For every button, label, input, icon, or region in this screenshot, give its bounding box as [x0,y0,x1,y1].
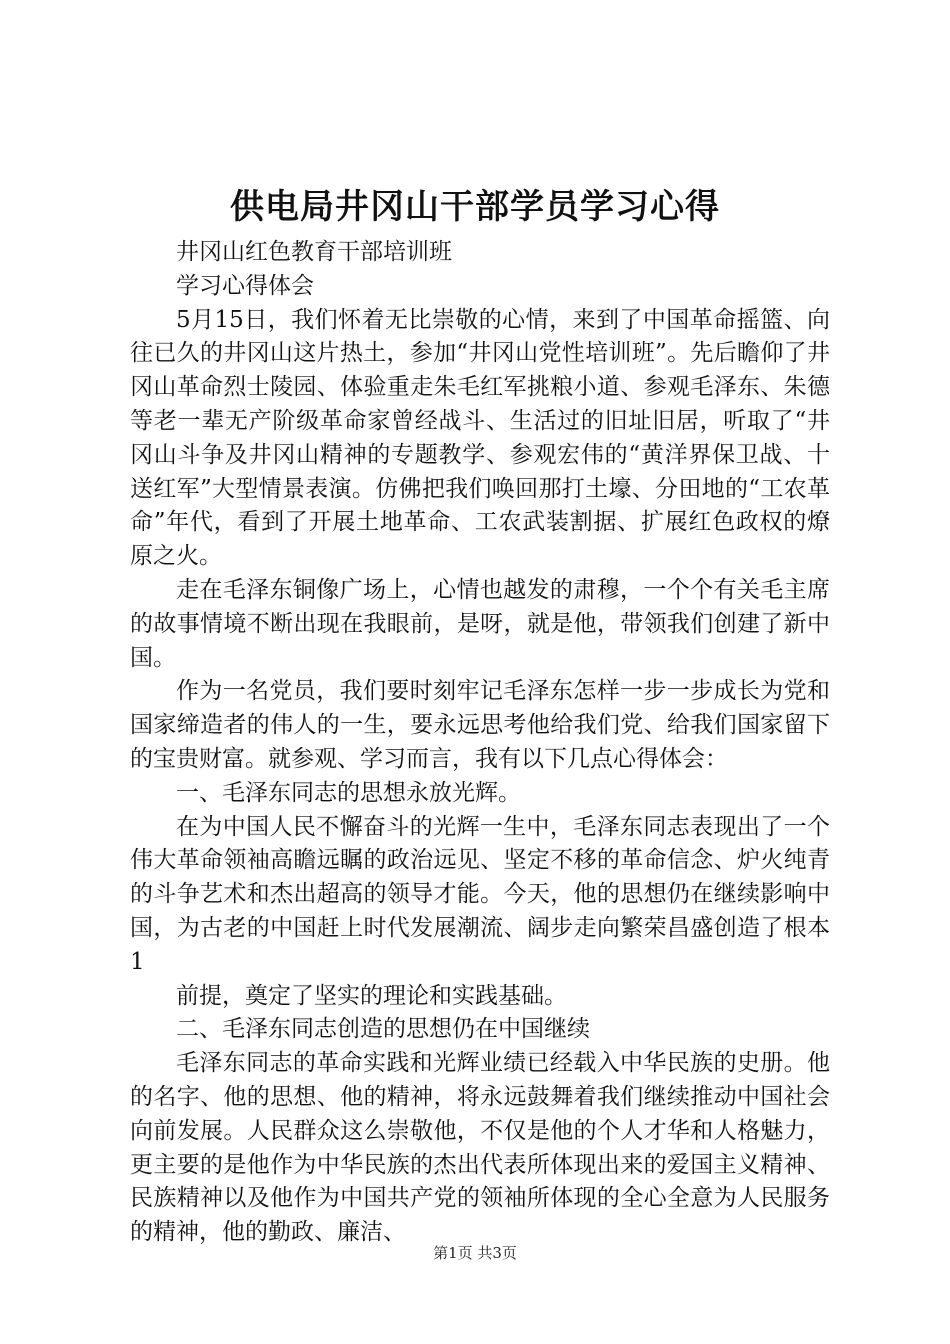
page-footer: 第1页 共3页 [433,1244,517,1262]
paragraph-party-member: 作为一名党员，我们要时刻牢记毛泽东怎样一步一步成长为党和国家缔造者的伟人的一生，要永远思考他给我们党、给我们国家留下的宝贵财富。就参观、学习而言，我有以下几点心得体会： [130,678,830,772]
section-heading-2: 二、毛泽东同志创造的思想仍在中国继续 [176,1016,590,1043]
paragraph-subtitle-2: 学习心得体会 [176,272,314,299]
paragraph-section-2: 毛泽东同志的革命实践和光辉业绩已经载入中华民族的史册。他的名字、他的思想、他的精神，将永远鼓舞着我们继续推动中国社会向前发展。人民群众这么崇敬他，不仅是他的个人才华和人格魅力，更主要的是他作为中华民族的杰出代表所体现出来的爱国主义精神、民族精神以及他作为中国共产党的领袖所体现的全心全意为人民服务的精神，他的勤政、廉洁、 [130,1050,830,1246]
document-title: 供电局井冈山干部学员学习心得 [230,187,720,227]
paragraph-subtitle-1: 井冈山红色教育干部培训班 [176,239,452,265]
paragraph-statue-square: 走在毛泽东铜像广场上，心情也越发的肃穆，一个个有关毛主席的故事情境不断出现在我眼前，是呀，就是他，带领我们创建了新中国。 [130,576,830,671]
paragraph-section-1: 在为中国人民不懈奋斗的光辉一生中，毛泽东同志表现出了一个伟大革命领袖高瞻远瞩的政治远见、坚定不移的革命信念、炉火纯青的斗争艺术和杰出超高的领导才能。今天，他的思想仍在继续影响中国，为古老的中国赶上时代发展潮流、阔步走向繁荣昌盛创造了根本1 [130,813,830,975]
section-heading-1: 一、毛泽东同志的思想永放光辉。 [176,779,521,806]
paragraph-section-1-cont: 前提，奠定了坚实的理论和实践基础。 [176,982,567,1009]
document-body [130,236,830,1250]
paragraph-intro: 5月15日，我们怀着无比崇敬的心情，来到了中国革命摇篮、向往已久的井冈山这片热土，参加“井冈山党性培训班”。先后瞻仰了井冈山革命烈士陵园、体验重走朱毛红军挑粮小道、参观毛泽东、朱德等老一辈无产阶级革命家曾经战斗、生活过的旧址旧居，听取了“井冈山斗争及井冈山精神的专题教学、参观宏伟的“黄洋界保卫战、十送红军”大型情景表演。仿佛把我们唤回那打土壕、分田地的“工农革命”年代，看到了开展土地革命、工农武装割据、扩展红色政权的燎原之火。 [130,306,830,570]
